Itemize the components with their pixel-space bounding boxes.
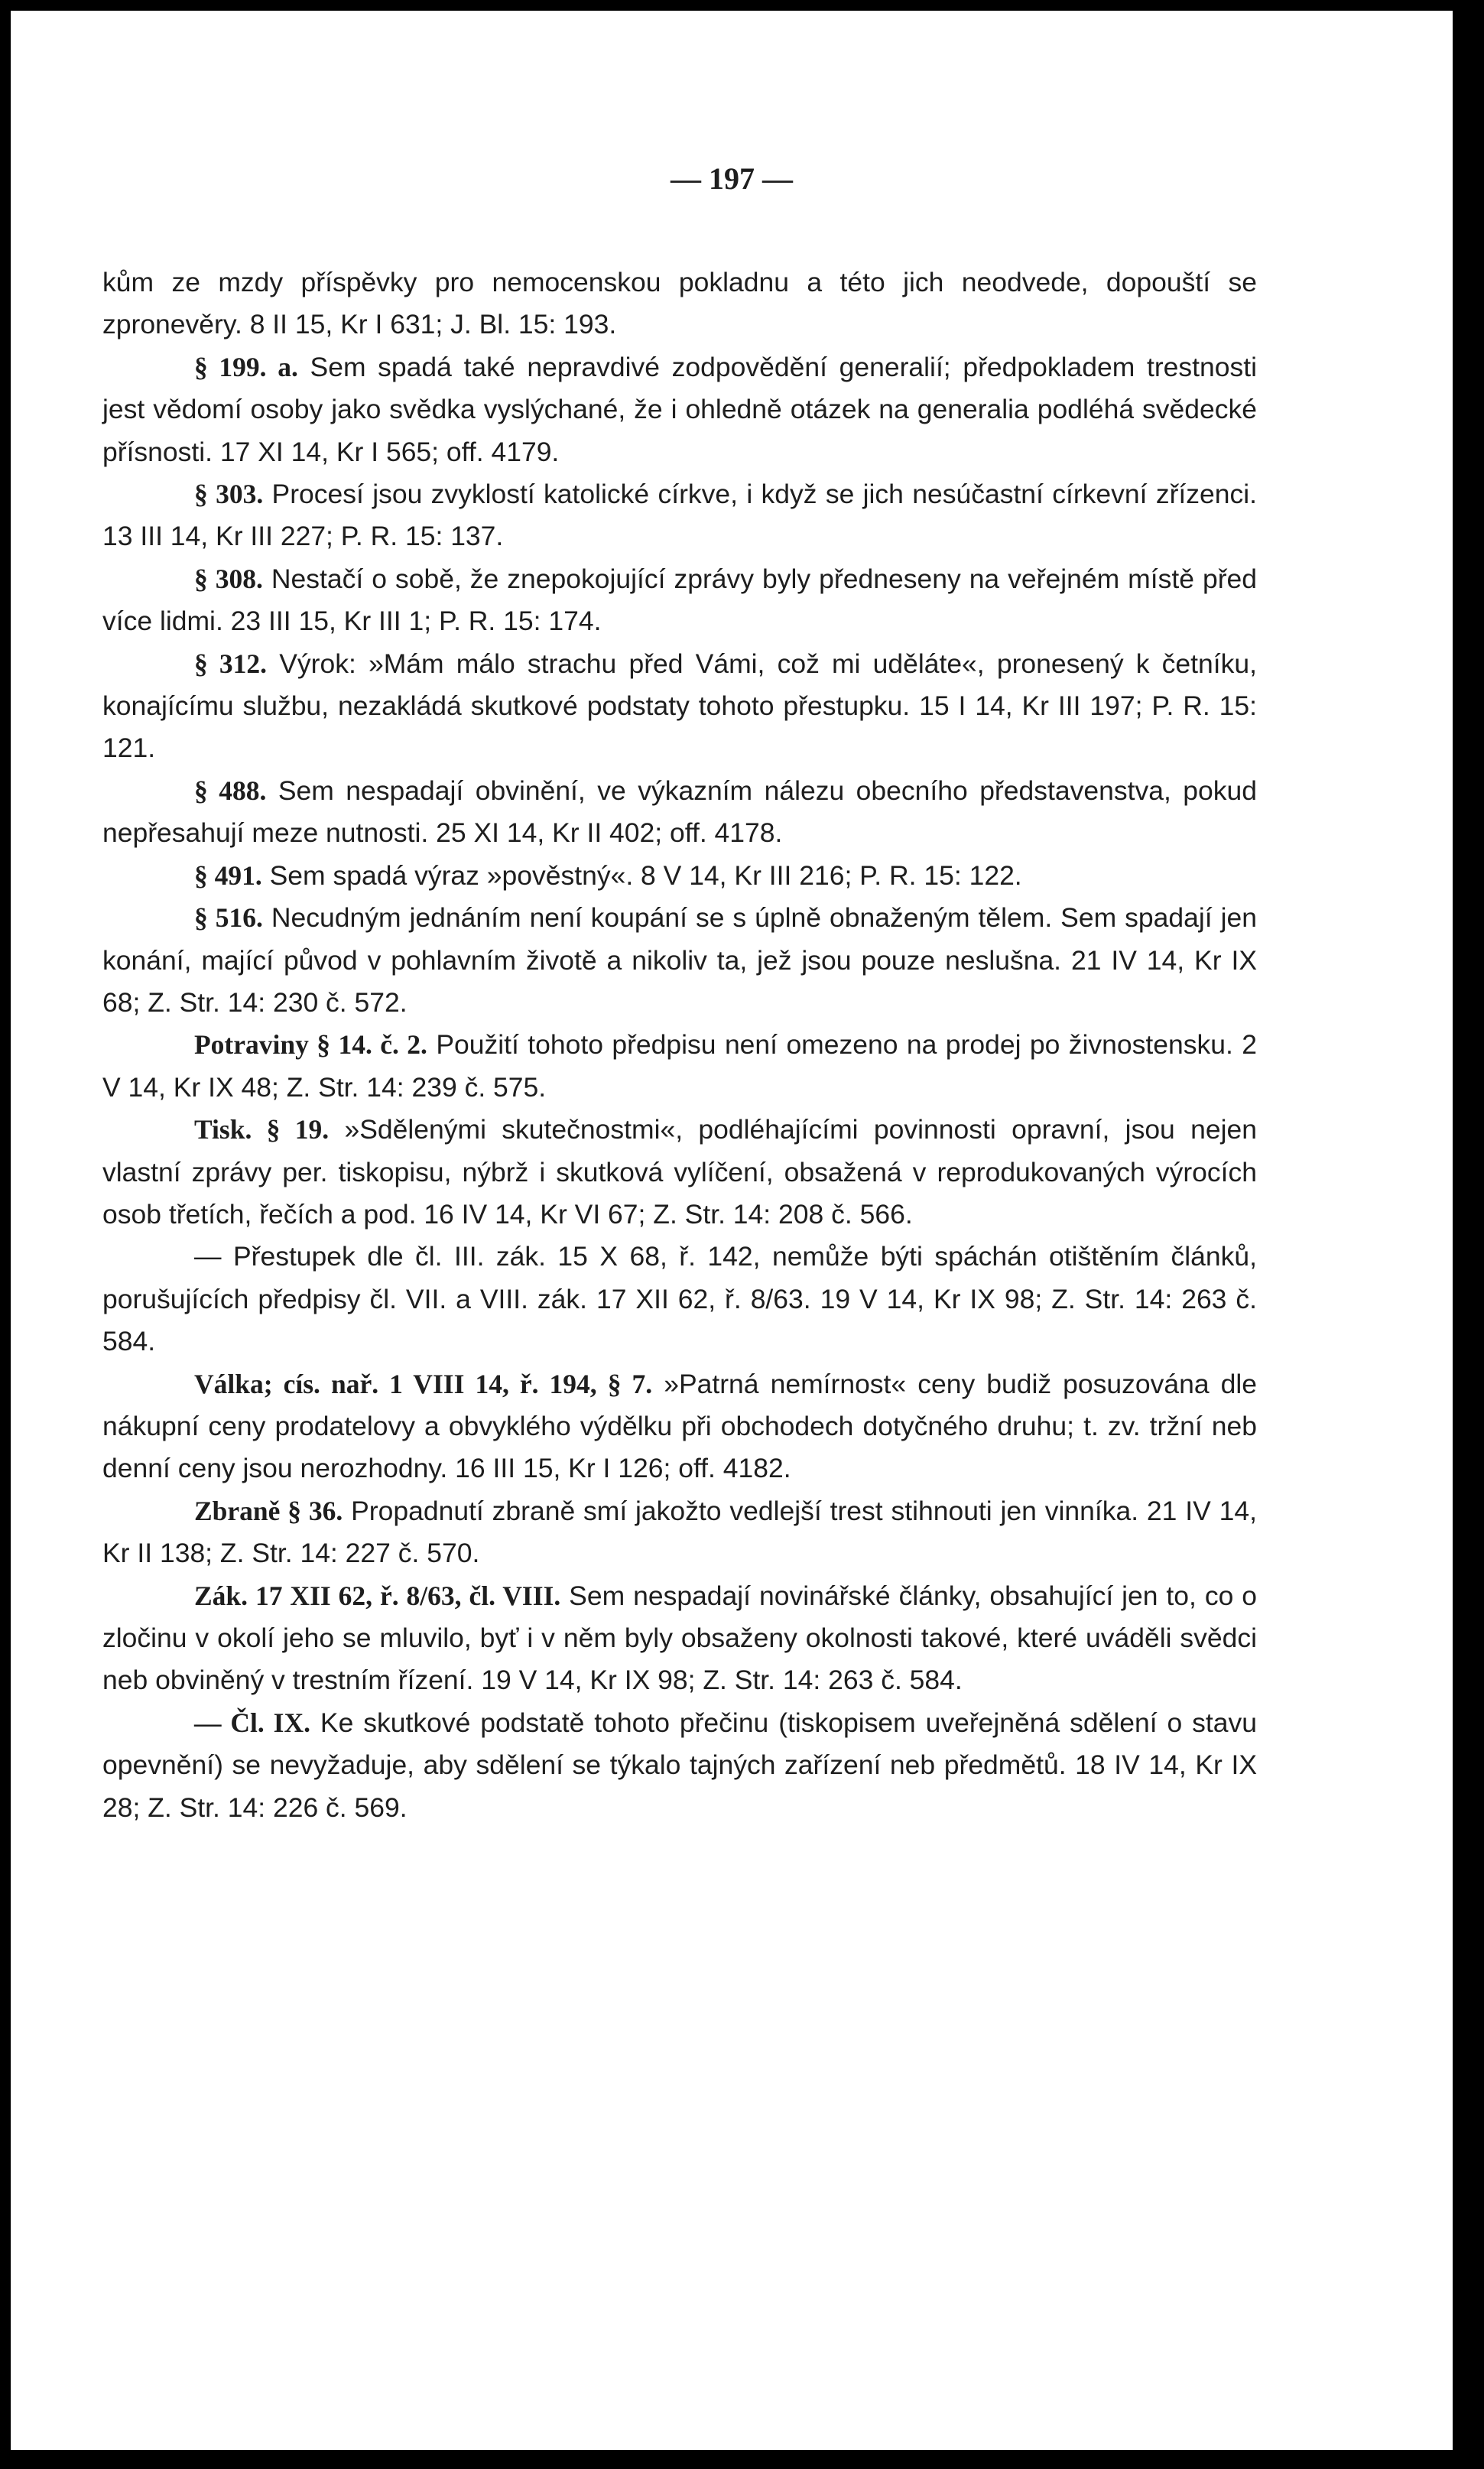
section-label: § 491. <box>194 859 262 891</box>
paragraph <box>102 643 1257 770</box>
page-number: — 197 — <box>671 161 793 196</box>
section-label: § 303. <box>194 479 264 510</box>
paragraph <box>102 1024 1257 1109</box>
section-label: Válka; cís. nař. 1 VIII 14, ř. 194, § 7. <box>194 1368 653 1399</box>
paragraph-text: Sem nespadají obvinění, ve výkazním nálezu obecního představenstva, pokud nepřesahují meze nutnosti. 25 XI 14, Kr II 402; off. 4178. <box>102 775 1257 849</box>
paragraph <box>102 1575 1257 1702</box>
paragraph <box>102 1109 1257 1236</box>
paragraph-text: »Sdělenými skutečnostmi«, podléhajícími povinnosti opravní, jsou nejen vlastní zprávy per. tiskopisu, nýbrž i skutková vylíčení, obsažená v reprodukovaných výrocích osob třetích, řečích a pod. 16 IV 14, Kr VI 67; Z. Str. 14: 208 č. 566. <box>102 1114 1257 1230</box>
paragraph-text: kům ze mzdy příspěvky pro nemocenskou pokladnu a této jich neodvede, dopouští se zpronevěry. 8 II 15, Kr I 631; J. Bl. 15: 193. <box>102 267 1257 340</box>
paragraph-text: Použití tohoto předpisu není omezeno na prodej po živnostensku. 2 V 14, Kr IX 48; Z. Str. 14: 239 č. 575. <box>102 1029 1257 1103</box>
paragraph-text: Sem spadá výraz »pověstný«. 8 V 14, Kr III 216; P. R. 15: 122. <box>269 859 1022 891</box>
paragraph <box>102 1363 1257 1490</box>
section-label: Potraviny § 14. č. 2. <box>194 1029 427 1061</box>
section-label: — Čl. IX. <box>194 1707 311 1738</box>
paragraph-text: Procesí jsou zvyklostí katolické církve, i když se jich nesúčastní církevní zřízenci. 13 III 14, Kr III 227; P. R. 15: 137. <box>102 479 1257 552</box>
book-page <box>11 11 1453 2450</box>
paragraph-text: Necudným jednáním není koupání se s úplně obnaženým tělem. Sem spadají jen konání, mající původ v pohlavním životě a nikoliv ta, jež jsou pouze neslušna. 21 IV 14, Kr IX 68; Z. Str. 14: 230 č. 572. <box>102 902 1257 1018</box>
paragraph-text: »Patrná nemírnost« ceny budiž posuzována dle nákupní ceny prodatelovy a obvyklého výdělku při obchodech dotyčného druhu; t. zv. tržní neb denní ceny jsou nerozhodny. 16 III 15, Kr I 126; off. 4182. <box>102 1368 1257 1484</box>
paragraph <box>102 855 1257 897</box>
section-label: § 488. <box>194 775 267 806</box>
paragraph <box>102 770 1257 855</box>
paragraph-text: Propadnutí zbraně smí jakožto vedlejší trest stihnouti jen vinníka. 21 IV 14, Kr II 138; Z. Str. 14: 227 č. 570. <box>102 1495 1257 1569</box>
paragraph-text: Nestačí o sobě, že znepokojující zprávy byly předneseny na veřejném místě před více lidmi. 23 III 15, Kr III 1; P. R. 15: 174. <box>102 563 1258 637</box>
paragraph <box>102 1490 1257 1575</box>
paragraph <box>102 262 1257 346</box>
section-label: Tisk. § 19. <box>194 1114 330 1145</box>
paragraph-text: Sem spadá také nepravdivé zodpovědění generalií; předpokladem trestnosti jest vědomí osoby jako svědka vyslýchané, že i ohledně otázek na generalia podléhá svědecké přísnosti. 17 XI 14, Kr I 565; off. 4179. <box>102 351 1258 467</box>
paragraph-text: Sem nespadají novinářské články, obsahující jen to, co o zločinu v okolí jeho se mluvilo, byť i v něm byly obsaženy okolnosti takové, které uváděli svědci neb obviněný v trestním řízení. 19 V 14, Kr IX 98; Z. Str. 14: 263 č. 584. <box>102 1580 1257 1696</box>
paragraph <box>102 473 1257 558</box>
paragraph <box>102 346 1257 473</box>
paragraph <box>102 1702 1257 1829</box>
page-body <box>102 262 1257 1829</box>
section-label: § 308. <box>194 563 263 594</box>
section-label: Zák. 17 XII 62, ř. 8/63, čl. VIII. <box>194 1580 561 1611</box>
section-label: § 312. <box>194 648 268 679</box>
paragraph-text: Ke skutkové podstatě tohoto přečinu (tiskopisem uveřejněná sdělení o stavu opevnění) se nevyžaduje, aby sdělení se týkalo tajných zařízení neb předmětů. 18 IV 14, Kr IX 28; Z. Str. 14: 226 č. 569. <box>102 1707 1257 1823</box>
section-label: § 516. <box>194 902 263 934</box>
paragraph <box>102 1236 1257 1363</box>
section-label: Zbraně § 36. <box>194 1495 343 1526</box>
section-label: § 199. a. <box>194 351 298 382</box>
paragraph-text: — Přestupek dle čl. III. zák. 15 X 68, ř. 142, nemůže býti spáchán otištěním článků, porušujících předpisy čl. VII. a VIII. zák. 17 XII 62, ř. 8/63. 19 V 14, Kr IX 98; Z. Str. 14: 263 č. 584. <box>102 1241 1257 1357</box>
paragraph <box>102 558 1257 643</box>
paragraph <box>102 897 1257 1024</box>
paragraph-text: Výrok: »Mám málo strachu před Vámi, což mi uděláte«, pronesený k četníku, konajícímu službu, nezakládá skutkové podstaty tohoto přestupku. 15 I 14, Kr III 197; P. R. 15: 121. <box>102 648 1257 764</box>
